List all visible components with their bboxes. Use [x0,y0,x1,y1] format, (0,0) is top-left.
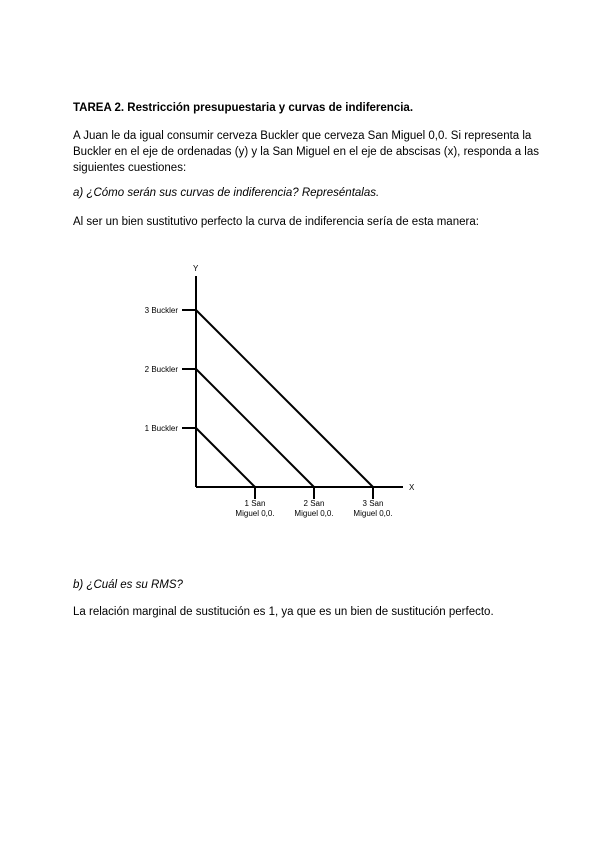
indifference-curve-curva-3 [196,310,373,487]
x-tick-label-line2-2: Miguel 0,0. [294,509,334,518]
y-axis-label: Y [193,264,199,273]
x-tick-label-line1-1: 1 San [244,499,266,508]
intro-paragraph: A Juan le da igual consumir cerveza Buckler que cerveza San Miguel 0,0. Si representa la Buckler en el eje de ordenadas (y) y la San Miguel en el eje de abscisas (x), responda a las siguientes cuestiones: [73,130,540,174]
x-tick-label-line1-2: 2 San [303,499,325,508]
document-title: TAREA 2. Restricción presupuestaria y curvas de indiferencia. [73,102,414,114]
question-a: a) ¿Cómo serán sus curvas de indiferencia? Represéntalas. [73,187,380,199]
question-b: b) ¿Cuál es su RMS? [73,579,183,591]
y-tick-label-3: 3 Buckler [144,306,178,315]
x-tick-label-line1-3: 3 San [362,499,384,508]
y-tick-label-1: 1 Buckler [144,424,178,433]
indifference-curve-curva-2 [196,369,314,487]
indifference-curve-curva-1 [196,428,255,487]
x-axis-label: X [409,483,415,492]
answer-b: La relación marginal de sustitución es 1, ya que es un bien de sustitución perfecto. [73,606,494,618]
y-tick-label-2: 2 Buckler [144,365,178,374]
x-tick-label-line2-1: Miguel 0,0. [235,509,275,518]
x-tick-label-line2-3: Miguel 0,0. [353,509,393,518]
answer-a: Al ser un bien sustitutivo perfecto la curva de indiferencia sería de esta manera: [73,216,479,228]
